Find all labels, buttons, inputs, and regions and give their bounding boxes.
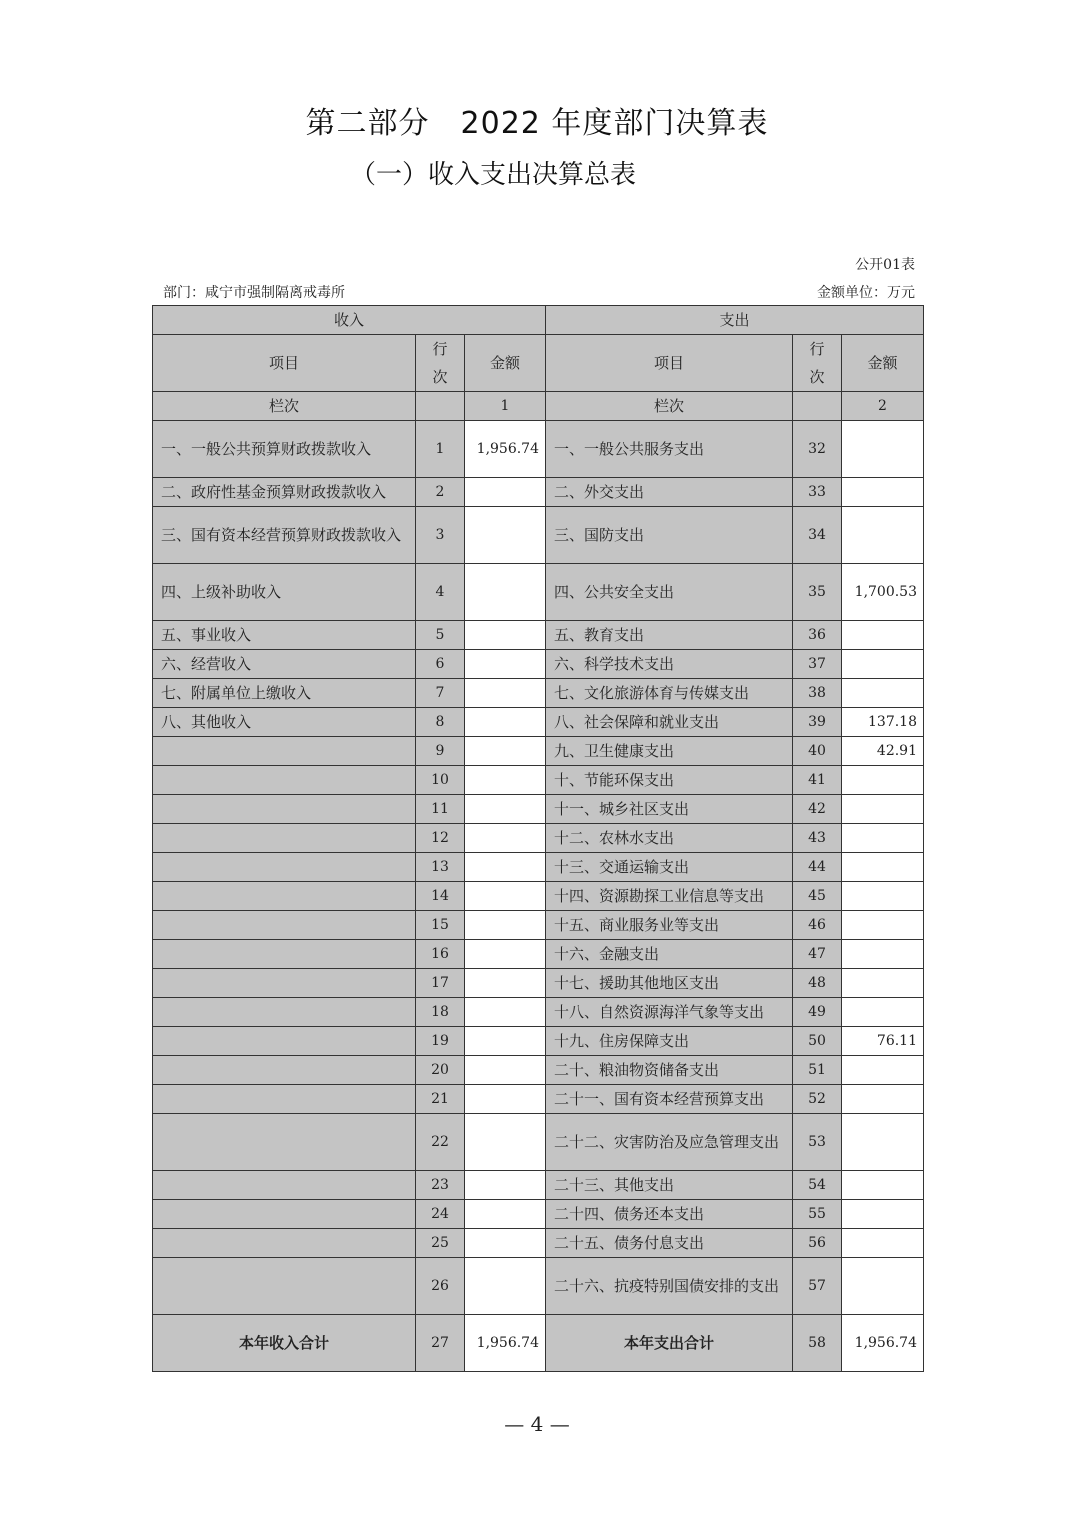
income-item: 三、国有资本经营预算财政拨款收入 [153, 507, 416, 564]
expense-item: 十七、援助其他地区支出 [546, 969, 793, 998]
income-line-no: 22 [416, 1114, 465, 1171]
income-line-no: 17 [416, 969, 465, 998]
table-row [153, 708, 924, 737]
expense-line-no: 35 [793, 564, 842, 621]
expense-amount [842, 853, 924, 882]
expense-line-no: 46 [793, 911, 842, 940]
expense-line-no: 36 [793, 621, 842, 650]
income-total-label: 本年收入合计 [153, 1315, 416, 1372]
amount-unit-label: 金额单位：万元 [817, 285, 915, 301]
income-line-no: 18 [416, 998, 465, 1027]
expense-line-no: 49 [793, 998, 842, 1027]
income-item: 五、事业收入 [153, 621, 416, 650]
expense-amount [842, 882, 924, 911]
income-amount [465, 969, 546, 998]
income-line-no: 11 [416, 795, 465, 824]
expense-item: 十三、交通运输支出 [546, 853, 793, 882]
income-item [153, 882, 416, 911]
expense-item: 十八、自然资源海洋气象等支出 [546, 998, 793, 1027]
income-line-no: 23 [416, 1171, 465, 1200]
income-amount [465, 853, 546, 882]
income-amount [465, 1056, 546, 1085]
table-row [153, 853, 924, 882]
expense-item: 十六、金融支出 [546, 940, 793, 969]
expense-line-no: 53 [793, 1114, 842, 1171]
expense-column-index: 2 [842, 392, 924, 421]
table-row [153, 766, 924, 795]
expense-item: 十一、城乡社区支出 [546, 795, 793, 824]
income-line-no: 1 [416, 421, 465, 478]
table-row [153, 969, 924, 998]
income-item [153, 1114, 416, 1171]
income-line-no-header: 行次 [416, 335, 465, 392]
table-row [153, 421, 924, 478]
expense-amount: 76.11 [842, 1027, 924, 1056]
income-item [153, 969, 416, 998]
header-row-sections [153, 306, 924, 335]
expense-amount [842, 766, 924, 795]
expense-line-no: 42 [793, 795, 842, 824]
income-item [153, 911, 416, 940]
expense-line-no: 43 [793, 824, 842, 853]
income-line-no: 6 [416, 650, 465, 679]
expense-amount [842, 1114, 924, 1171]
table-row [153, 679, 924, 708]
income-line-no: 4 [416, 564, 465, 621]
expense-amount [842, 998, 924, 1027]
table-row [153, 564, 924, 621]
expense-line-no: 39 [793, 708, 842, 737]
expense-line-no: 52 [793, 1085, 842, 1114]
income-line-no: 21 [416, 1085, 465, 1114]
table-row [153, 621, 924, 650]
income-item [153, 737, 416, 766]
income-column-index: 1 [465, 392, 546, 421]
income-item [153, 853, 416, 882]
expense-line-no-header: 行次 [793, 335, 842, 392]
income-line-no: 9 [416, 737, 465, 766]
expense-total-line-no: 58 [793, 1315, 842, 1372]
income-amount [465, 795, 546, 824]
income-line-no: 14 [416, 882, 465, 911]
income-expense-table [152, 305, 924, 1372]
income-line-no: 10 [416, 766, 465, 795]
expense-amount [842, 940, 924, 969]
expense-amount [842, 969, 924, 998]
expense-line-no: 38 [793, 679, 842, 708]
income-total-line-no: 27 [416, 1315, 465, 1372]
income-line-no: 16 [416, 940, 465, 969]
income-amount [465, 564, 546, 621]
income-line-no: 20 [416, 1056, 465, 1085]
table-row [153, 1085, 924, 1114]
expense-amount [842, 1258, 924, 1315]
expense-item: 八、社会保障和就业支出 [546, 708, 793, 737]
expense-item: 九、卫生健康支出 [546, 737, 793, 766]
income-total-amount: 1,956.74 [465, 1315, 546, 1372]
expense-amount [842, 421, 924, 478]
expense-amount: 42.91 [842, 737, 924, 766]
expense-amount [842, 1171, 924, 1200]
income-amount [465, 621, 546, 650]
header-row-columns [153, 335, 924, 392]
expense-item: 二十三、其他支出 [546, 1171, 793, 1200]
expense-item: 七、文化旅游体育与传媒支出 [546, 679, 793, 708]
total-row [153, 1315, 924, 1372]
income-item [153, 1056, 416, 1085]
income-item [153, 1085, 416, 1114]
expense-amount [842, 1085, 924, 1114]
income-line-no: 15 [416, 911, 465, 940]
table-row [153, 1027, 924, 1056]
expense-amount [842, 679, 924, 708]
income-item: 四、上级补助收入 [153, 564, 416, 621]
income-item [153, 1258, 416, 1315]
income-line-no: 25 [416, 1229, 465, 1258]
expense-line-no: 34 [793, 507, 842, 564]
income-amount [465, 766, 546, 795]
expense-line-no: 37 [793, 650, 842, 679]
expense-item: 十九、住房保障支出 [546, 1027, 793, 1056]
income-section-header: 收入 [153, 306, 546, 335]
expense-item: 二十一、国有资本经营预算支出 [546, 1085, 793, 1114]
income-item [153, 1171, 416, 1200]
expense-amount: 137.18 [842, 708, 924, 737]
income-amount [465, 998, 546, 1027]
expense-amount [842, 1056, 924, 1085]
income-line-no: 5 [416, 621, 465, 650]
expense-line-no: 44 [793, 853, 842, 882]
income-line-no: 7 [416, 679, 465, 708]
income-item [153, 766, 416, 795]
expense-item: 二十五、债务付息支出 [546, 1229, 793, 1258]
expense-line-no: 41 [793, 766, 842, 795]
table-row [153, 940, 924, 969]
expense-line-no: 50 [793, 1027, 842, 1056]
expense-line-no: 33 [793, 478, 842, 507]
income-amount [465, 824, 546, 853]
income-item: 二、政府性基金预算财政拨款收入 [153, 478, 416, 507]
income-amount [465, 882, 546, 911]
income-item: 六、经营收入 [153, 650, 416, 679]
table-row [153, 998, 924, 1027]
expense-amount [842, 650, 924, 679]
department-label: 部门：咸宁市强制隔离戒毒所 [163, 285, 345, 301]
table-row [153, 650, 924, 679]
expense-line-no: 56 [793, 1229, 842, 1258]
income-amount [465, 650, 546, 679]
expense-line-no: 32 [793, 421, 842, 478]
expense-item: 五、教育支出 [546, 621, 793, 650]
income-amount [465, 1171, 546, 1200]
expense-item: 二十二、灾害防治及应急管理支出 [546, 1114, 793, 1171]
income-amount [465, 1085, 546, 1114]
income-line-no: 2 [416, 478, 465, 507]
income-item [153, 1200, 416, 1229]
income-amount [465, 1258, 546, 1315]
expense-amount [842, 507, 924, 564]
income-item [153, 1027, 416, 1056]
expense-item: 十、节能环保支出 [546, 766, 793, 795]
income-amount-header: 金额 [465, 335, 546, 392]
table-subtitle: （一）收入支出决算总表 [350, 160, 637, 190]
table-number: 公开01表 [855, 257, 915, 273]
income-amount [465, 1200, 546, 1229]
expense-column-blank [793, 392, 842, 421]
expense-total-label: 本年支出合计 [546, 1315, 793, 1372]
expense-amount [842, 824, 924, 853]
income-amount [465, 911, 546, 940]
income-item [153, 998, 416, 1027]
table-row [153, 737, 924, 766]
income-column-label: 栏次 [153, 392, 416, 421]
expense-item: 四、公共安全支出 [546, 564, 793, 621]
expense-line-no: 55 [793, 1200, 842, 1229]
income-item [153, 940, 416, 969]
expense-item: 十四、资源勘探工业信息等支出 [546, 882, 793, 911]
table-row [153, 478, 924, 507]
expense-item: 二十、粮油物资储备支出 [546, 1056, 793, 1085]
expense-amount [842, 478, 924, 507]
income-item [153, 795, 416, 824]
expense-amount: 1,700.53 [842, 564, 924, 621]
expense-section-header: 支出 [546, 306, 924, 335]
page-number: — 4 — [504, 1412, 570, 1436]
table-row [153, 911, 924, 940]
expense-line-no: 57 [793, 1258, 842, 1315]
income-line-no: 26 [416, 1258, 465, 1315]
table-row [153, 1114, 924, 1171]
income-amount [465, 737, 546, 766]
expense-item: 十五、商业服务业等支出 [546, 911, 793, 940]
header-row-column-index [153, 392, 924, 421]
table-row [153, 882, 924, 911]
expense-item: 三、国防支出 [546, 507, 793, 564]
table-row [153, 1200, 924, 1229]
expense-amount [842, 911, 924, 940]
expense-column-label: 栏次 [546, 392, 793, 421]
expense-amount [842, 1200, 924, 1229]
income-amount [465, 1229, 546, 1258]
expense-amount [842, 795, 924, 824]
table-row [153, 1056, 924, 1085]
expense-item: 十二、农林水支出 [546, 824, 793, 853]
income-item: 一、一般公共预算财政拨款收入 [153, 421, 416, 478]
expense-item-header: 项目 [546, 335, 793, 392]
table-row [153, 1171, 924, 1200]
expense-item: 二十六、抗疫特别国债安排的支出 [546, 1258, 793, 1315]
income-line-no: 24 [416, 1200, 465, 1229]
income-item [153, 824, 416, 853]
table-row [153, 1229, 924, 1258]
table-row [153, 507, 924, 564]
income-amount [465, 679, 546, 708]
income-item [153, 1229, 416, 1258]
expense-line-no: 51 [793, 1056, 842, 1085]
expense-line-no: 45 [793, 882, 842, 911]
table-row [153, 795, 924, 824]
income-item-header: 项目 [153, 335, 416, 392]
income-amount [465, 1114, 546, 1171]
expense-line-no: 48 [793, 969, 842, 998]
expense-total-amount: 1,956.74 [842, 1315, 924, 1372]
expense-amount [842, 621, 924, 650]
table-row [153, 824, 924, 853]
income-item: 七、附属单位上缴收入 [153, 679, 416, 708]
income-amount [465, 940, 546, 969]
expense-amount [842, 1229, 924, 1258]
income-column-blank [416, 392, 465, 421]
income-amount [465, 478, 546, 507]
income-line-no: 19 [416, 1027, 465, 1056]
income-line-no: 8 [416, 708, 465, 737]
income-amount: 1,956.74 [465, 421, 546, 478]
expense-item: 一、一般公共服务支出 [546, 421, 793, 478]
table-row [153, 1258, 924, 1315]
income-line-no: 3 [416, 507, 465, 564]
expense-item: 二、外交支出 [546, 478, 793, 507]
income-line-no: 13 [416, 853, 465, 882]
income-amount [465, 708, 546, 737]
income-amount [465, 1027, 546, 1056]
income-item: 八、其他收入 [153, 708, 416, 737]
income-amount [465, 507, 546, 564]
expense-line-no: 47 [793, 940, 842, 969]
expense-amount-header: 金额 [842, 335, 924, 392]
expense-item: 二十四、债务还本支出 [546, 1200, 793, 1229]
expense-line-no: 40 [793, 737, 842, 766]
income-line-no: 12 [416, 824, 465, 853]
page-title: 第二部分 2022 年度部门决算表 [305, 106, 769, 141]
expense-line-no: 54 [793, 1171, 842, 1200]
expense-item: 六、科学技术支出 [546, 650, 793, 679]
